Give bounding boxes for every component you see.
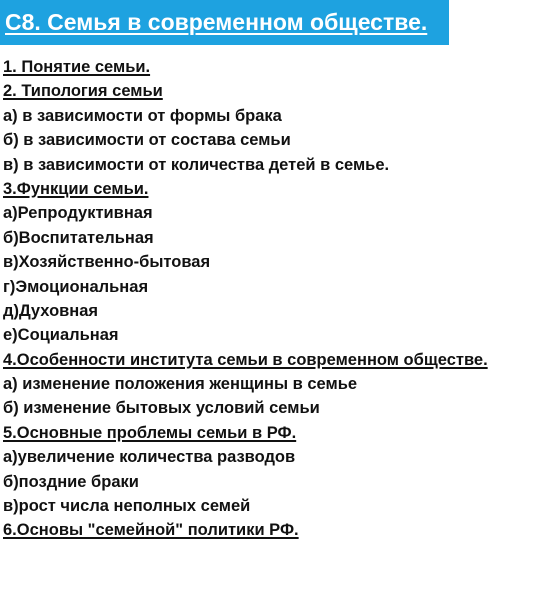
outline-item-19: в)рост числа неполных семей <box>3 497 251 516</box>
outline-item-14: а) изменение положения женщины в семье <box>3 375 358 394</box>
outline-item-6: 3.Функции семьи. <box>3 179 149 198</box>
outline-item-4: б) в зависимости от состава семьи <box>3 131 291 150</box>
outline-item-16: 5.Основные проблемы семьи в РФ. <box>3 423 297 442</box>
outline-item-13: 4.Особенности института семьи в современном обществе. <box>3 350 488 369</box>
outline-item-10: г)Эмоциональная <box>3 277 149 296</box>
outline-item-5: в) в зависимости от количества детей в семье. <box>3 155 390 174</box>
outline-item-7: а)Репродуктивная <box>3 204 153 223</box>
outline-item-9: в)Хозяйственно-бытовая <box>3 253 211 272</box>
title-bar <box>0 0 449 45</box>
outline-item-20: 6.Основы "семейной" политики РФ. <box>3 521 299 540</box>
outline-item-8: б)Воспитательная <box>3 228 154 247</box>
page-title: С8. Семья в современном обществе. <box>5 9 428 35</box>
outline-item-15: б) изменение бытовых условий семьи <box>3 399 320 418</box>
outline-list <box>3 55 533 543</box>
outline-item-1: 1. Понятие семьи. <box>3 58 151 76</box>
outline-item-17: а)увеличение количества разводов <box>3 448 296 467</box>
outline-item-3: а) в зависимости от формы брака <box>3 106 282 125</box>
outline-item-2: 2. Типология семьи <box>3 82 163 101</box>
outline-item-18: б)поздние браки <box>3 472 139 491</box>
outline-item-12: е)Социальная <box>3 326 119 345</box>
outline-item-11: д)Духовная <box>3 301 99 320</box>
